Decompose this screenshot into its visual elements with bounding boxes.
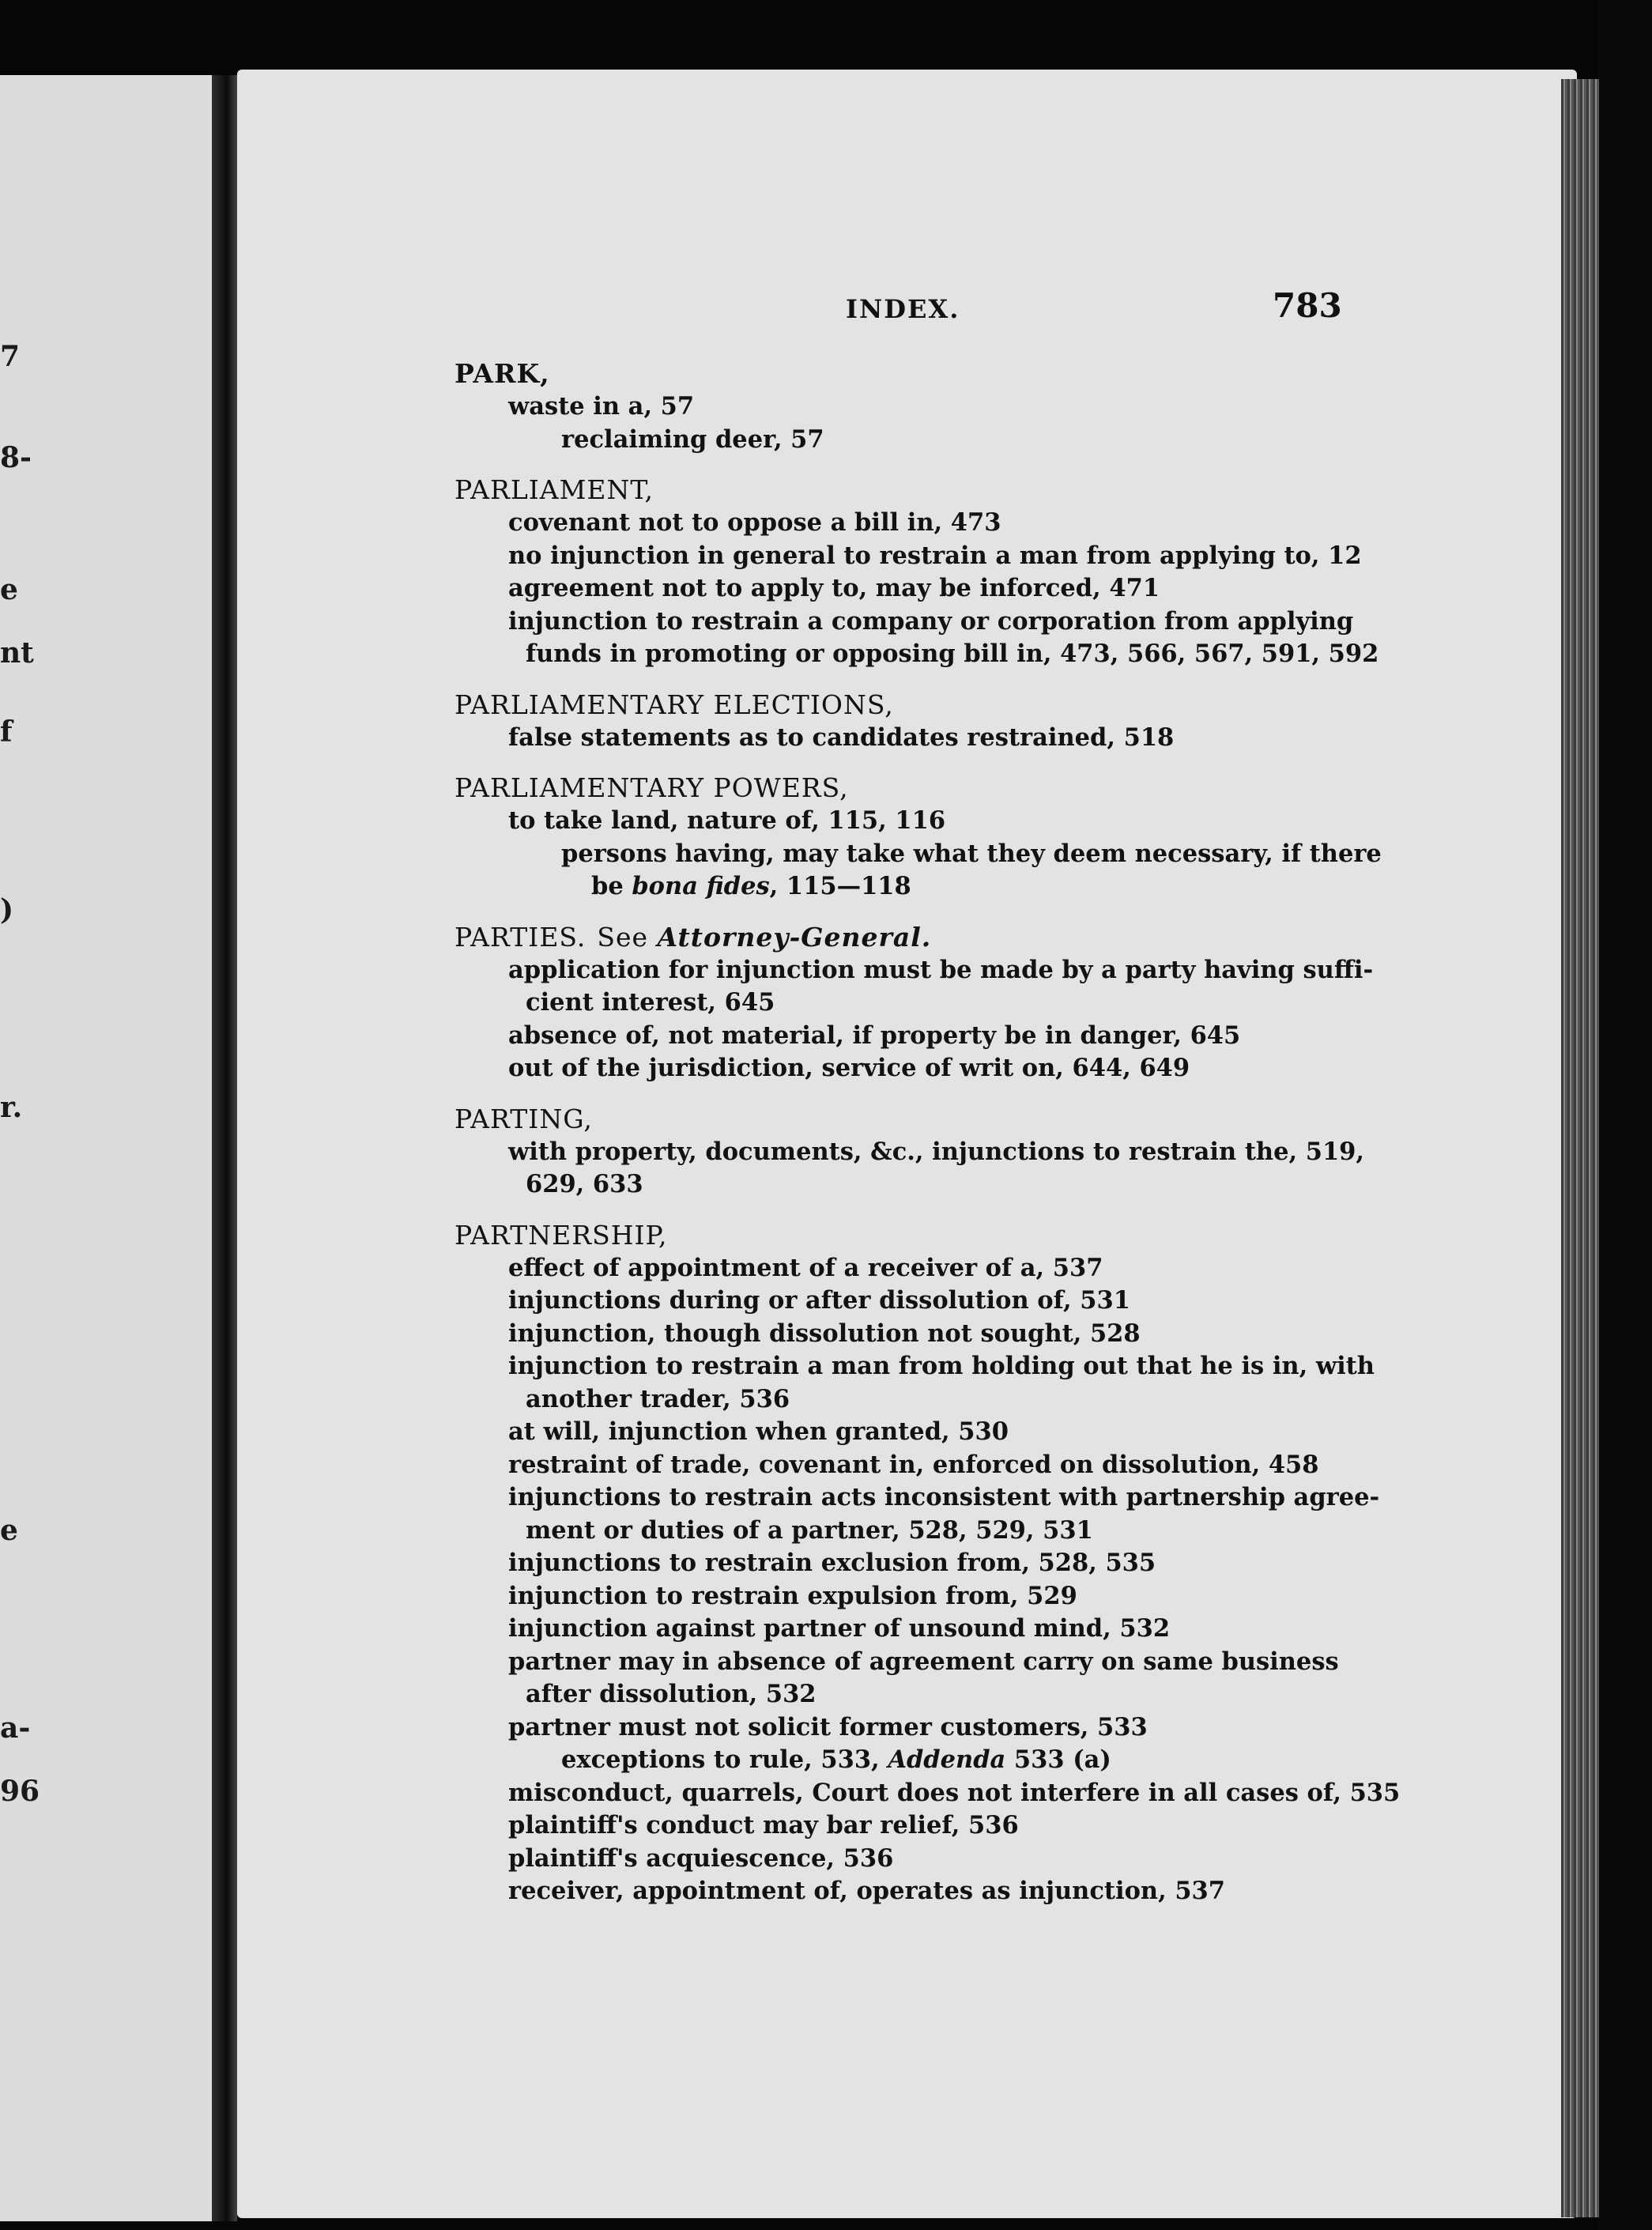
heading-text: PARTNERSHIP, xyxy=(454,1219,668,1251)
subentry-line: another trader, 536 xyxy=(526,1384,790,1413)
subentry-line: out of the jurisdiction, service of writ on, 644, 649 xyxy=(508,1054,1190,1082)
index-entry xyxy=(454,357,1324,456)
subentry-line: 629, 633 xyxy=(526,1170,643,1198)
index-entry xyxy=(454,474,1379,671)
left-page-fragment: f xyxy=(0,715,13,749)
heading-text: PARK, xyxy=(454,358,550,389)
subentry xyxy=(454,1711,1324,1745)
index-entry xyxy=(454,689,1324,755)
running-title: INDEX. xyxy=(846,294,960,324)
entry-heading xyxy=(454,1219,1324,1252)
subentry-line: absence of, not material, if property be in danger, 645 xyxy=(508,1021,1241,1050)
index-entry xyxy=(454,1219,1401,1908)
left-page-fragment: e xyxy=(0,1514,18,1547)
subentry xyxy=(454,1350,1375,1416)
heading-text: PARLIAMENT, xyxy=(454,474,654,505)
subentry xyxy=(454,1449,1324,1482)
subentry xyxy=(454,1416,1324,1449)
page-edges xyxy=(1561,79,1599,2217)
subentry-line: receiver, appointment of, operates as injunction, 537 xyxy=(508,1877,1226,1905)
subentry xyxy=(454,1252,1324,1285)
page-number: 783 xyxy=(1273,286,1342,325)
subentry-line: injunction, though dissolution not sought, 528 xyxy=(508,1319,1141,1348)
subentry-line: funds in promoting or opposing bill in, 473, 566, 567, 591, 592 xyxy=(526,640,1379,668)
subentry xyxy=(454,838,1382,904)
subentry xyxy=(454,954,1374,1020)
subentry-line: injunction to restrain expulsion from, 529 xyxy=(508,1581,1077,1610)
subentry-line: injunction to restrain a man from holding out that he is in, with xyxy=(508,1352,1375,1380)
book-gutter xyxy=(212,75,237,2221)
subentry-line: after dissolution, 532 xyxy=(526,1680,817,1708)
left-page-fragment: 96 xyxy=(0,1775,40,1808)
index-entry xyxy=(454,1103,1365,1202)
heading-text: PARTING, xyxy=(454,1103,593,1134)
entry-heading xyxy=(454,1103,1324,1136)
subentry-line: no injunction in general to restrain a man from applying to, 12 xyxy=(508,541,1362,570)
subentry-line: be bona fides, 115—118 xyxy=(591,872,911,900)
subentry xyxy=(454,805,1324,838)
subentry xyxy=(454,507,1324,540)
heading-text: PARLIAMENTARY POWERS, xyxy=(454,772,849,803)
subentry xyxy=(454,1646,1339,1711)
index-body xyxy=(454,357,1401,1926)
left-page xyxy=(0,75,212,2221)
subentry xyxy=(454,1809,1324,1843)
index-entry xyxy=(454,772,1382,904)
subentry-line: injunctions during or after dissolution of, 531 xyxy=(508,1286,1130,1315)
subentry xyxy=(454,606,1379,671)
subentry-line: injunction to restrain a company or corporation from applying xyxy=(508,606,1354,636)
left-page-fragment: ) xyxy=(0,893,14,926)
subentry-line: with property, documents, &c., injunctions to restrain the, 519, xyxy=(508,1137,1365,1166)
subentry-line: plaintiff's acquiescence, 536 xyxy=(508,1843,894,1873)
subentry-line: waste in a, 57 xyxy=(508,392,695,421)
subentry-line: ment or duties of a partner, 528, 529, 531 xyxy=(526,1515,1093,1545)
left-page-fragment: e xyxy=(0,573,18,606)
subentry-line: injunction against partner of unsound mind, 532 xyxy=(508,1614,1171,1643)
entry-heading xyxy=(454,357,1324,391)
subentry xyxy=(454,1481,1380,1547)
subentry-line: partner must not solicit former customers, 533 xyxy=(508,1712,1148,1741)
subentry-line: partner may in absence of agreement carry on same business xyxy=(508,1647,1339,1676)
heading-text: PARLIAMENTARY ELECTIONS, xyxy=(454,689,894,720)
index-entry xyxy=(454,921,1374,1085)
subentry-line: reclaiming deer, 57 xyxy=(561,424,824,454)
subentry-line: to take land, nature of, 115, 116 xyxy=(508,806,946,835)
subentry xyxy=(454,1843,1324,1876)
subentry-line: effect of appointment of a receiver of a, 537 xyxy=(508,1253,1103,1282)
subentry xyxy=(454,1020,1324,1053)
subentry-line: restraint of trade, covenant in, enforced on dissolution, 458 xyxy=(508,1450,1319,1479)
left-page-fragment: 8- xyxy=(0,441,32,474)
left-page-fragment: a- xyxy=(0,1711,31,1745)
subentry xyxy=(454,1547,1324,1580)
subentry xyxy=(454,540,1362,573)
subentry-line: persons having, may take what they deem necessary, if there xyxy=(561,839,1382,868)
subentry xyxy=(454,1875,1324,1908)
see-word: See xyxy=(597,921,649,953)
subentry xyxy=(454,1285,1324,1318)
subentry xyxy=(454,1777,1401,1810)
subentry-line: agreement not to apply to, may be inforced, 471 xyxy=(508,574,1160,602)
entry-heading xyxy=(454,921,1324,954)
cross-reference: Attorney-General. xyxy=(657,921,932,953)
subentry xyxy=(454,1744,1324,1777)
subentry xyxy=(454,1580,1324,1613)
subentry xyxy=(454,391,1324,424)
subentry-line: exceptions to rule, 533, Addenda 533 (a) xyxy=(561,1745,1111,1774)
subentry-line: injunctions to restrain exclusion from, 528, 535 xyxy=(508,1549,1156,1577)
subentry xyxy=(454,1136,1365,1202)
heading-text: PARTIES. xyxy=(454,921,586,953)
subentry xyxy=(454,1052,1324,1085)
left-page-fragment: r. xyxy=(0,1091,23,1124)
entry-heading xyxy=(454,772,1324,805)
subentry-line: application for injunction must be made by a party having suffi- xyxy=(508,955,1374,984)
subentry-line: plaintiff's conduct may bar relief, 536 xyxy=(508,1811,1019,1839)
subentry xyxy=(454,572,1324,606)
scan-background xyxy=(1599,0,1652,2230)
subentry-line: false statements as to candidates restrained, 518 xyxy=(508,723,1175,752)
subentry xyxy=(454,1613,1324,1646)
subentry-line: at will, injunction when granted, 530 xyxy=(508,1417,1009,1446)
subentry-line: injunctions to restrain acts inconsistent with partnership agree- xyxy=(508,1483,1380,1511)
left-page-fragment: 7 xyxy=(0,340,21,373)
entry-heading xyxy=(454,474,1324,507)
subentry xyxy=(454,722,1324,755)
subentry-line: covenant not to oppose a bill in, 473 xyxy=(508,508,1001,537)
subentry xyxy=(454,424,1324,457)
subentry-line: misconduct, quarrels, Court does not interfere in all cases of, 535 xyxy=(508,1778,1401,1807)
subentry xyxy=(454,1318,1324,1351)
entry-heading xyxy=(454,689,1324,722)
subentry-line: cient interest, 645 xyxy=(526,988,775,1017)
left-page-fragment: nt xyxy=(0,636,34,670)
